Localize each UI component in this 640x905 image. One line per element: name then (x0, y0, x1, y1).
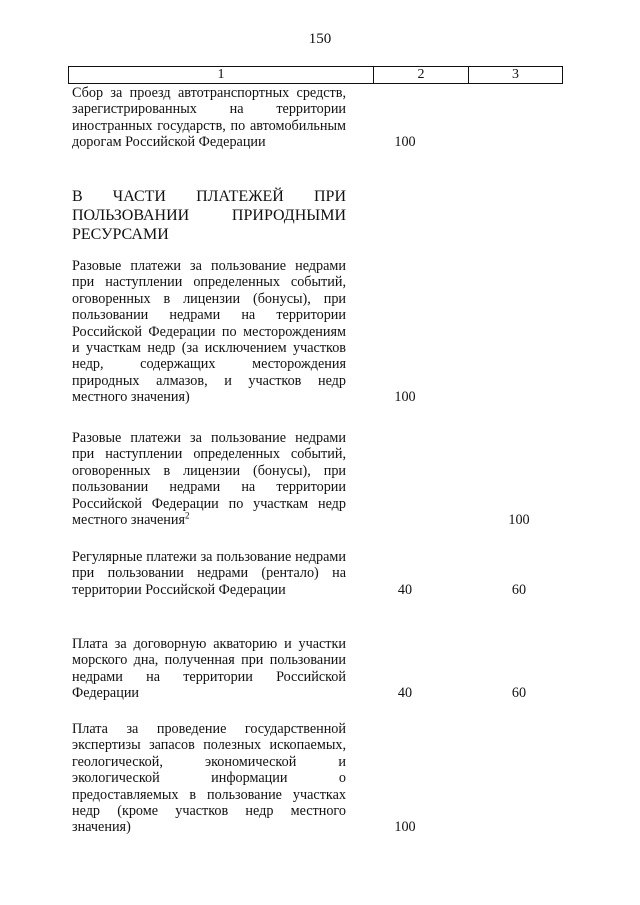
column-header-1: 1 (69, 67, 374, 83)
row-description: Регулярные платежи за пользование недрами при пользовании недрами (рентало) на территории Российской Федерации (72, 549, 346, 598)
row-description: Разовые платежи за пользование недрами при наступлении определенных событий, оговоренных в лицензии (бонусы), при пользовании недрами на территории Российской Федерации по месторождениям и участкам недр (за исключением участков недр, содержащих месторождения природных алмазов, и участков недр местного значения) (72, 258, 346, 406)
row-description (72, 430, 346, 528)
row-value-col3: 100 (508, 512, 530, 529)
table-row (72, 85, 562, 151)
row-value-col2: 100 (394, 819, 416, 836)
row-value-col2: 40 (397, 685, 413, 702)
table-row (72, 721, 562, 836)
page-number: 150 (308, 31, 332, 47)
table-row (72, 549, 562, 598)
row-value-col3: 60 (511, 581, 527, 598)
row-description: Плата за проведение государственной экспертизы запасов полезных ископаемых, геологической, экономической и экологической информации о предоставляемых в пользование участках недр (кроме участков недр местного значения) (72, 721, 346, 836)
footnote-marker: 2 (185, 510, 190, 521)
row-description-text: Разовые платежи за пользование недрами при наступлении определенных событий, оговоренных в лицензии (бонусы), при пользовании недрами на территории Российской Федерации по участкам недр местного значения (72, 430, 346, 529)
row-value-col2: 100 (394, 134, 416, 151)
row-value-col2: 40 (397, 581, 413, 598)
row-value-col2: 100 (394, 389, 416, 406)
table-row (72, 636, 562, 702)
row-description: Плата за договорную акваторию и участки морского дна, полученная при пользовании недрами на территории Российской Федерации (72, 636, 346, 702)
table-row (72, 258, 562, 406)
table-row (72, 430, 562, 528)
table-column-header (68, 66, 563, 84)
row-description: Сбор за проезд автотранспортных средств, зарегистрированных на территории иностранных государств, по автомобильным дорогам Российской Федерации (72, 85, 346, 151)
section-heading-row (72, 187, 562, 244)
column-header-3: 3 (512, 67, 519, 82)
column-header-2: 2 (374, 67, 469, 83)
row-value-col3: 60 (511, 685, 527, 702)
section-heading: В ЧАСТИ ПЛАТЕЖЕЙ ПРИ ПОЛЬЗОВАНИИ ПРИРОДНЫМИ РЕСУРСАМИ (72, 188, 346, 243)
